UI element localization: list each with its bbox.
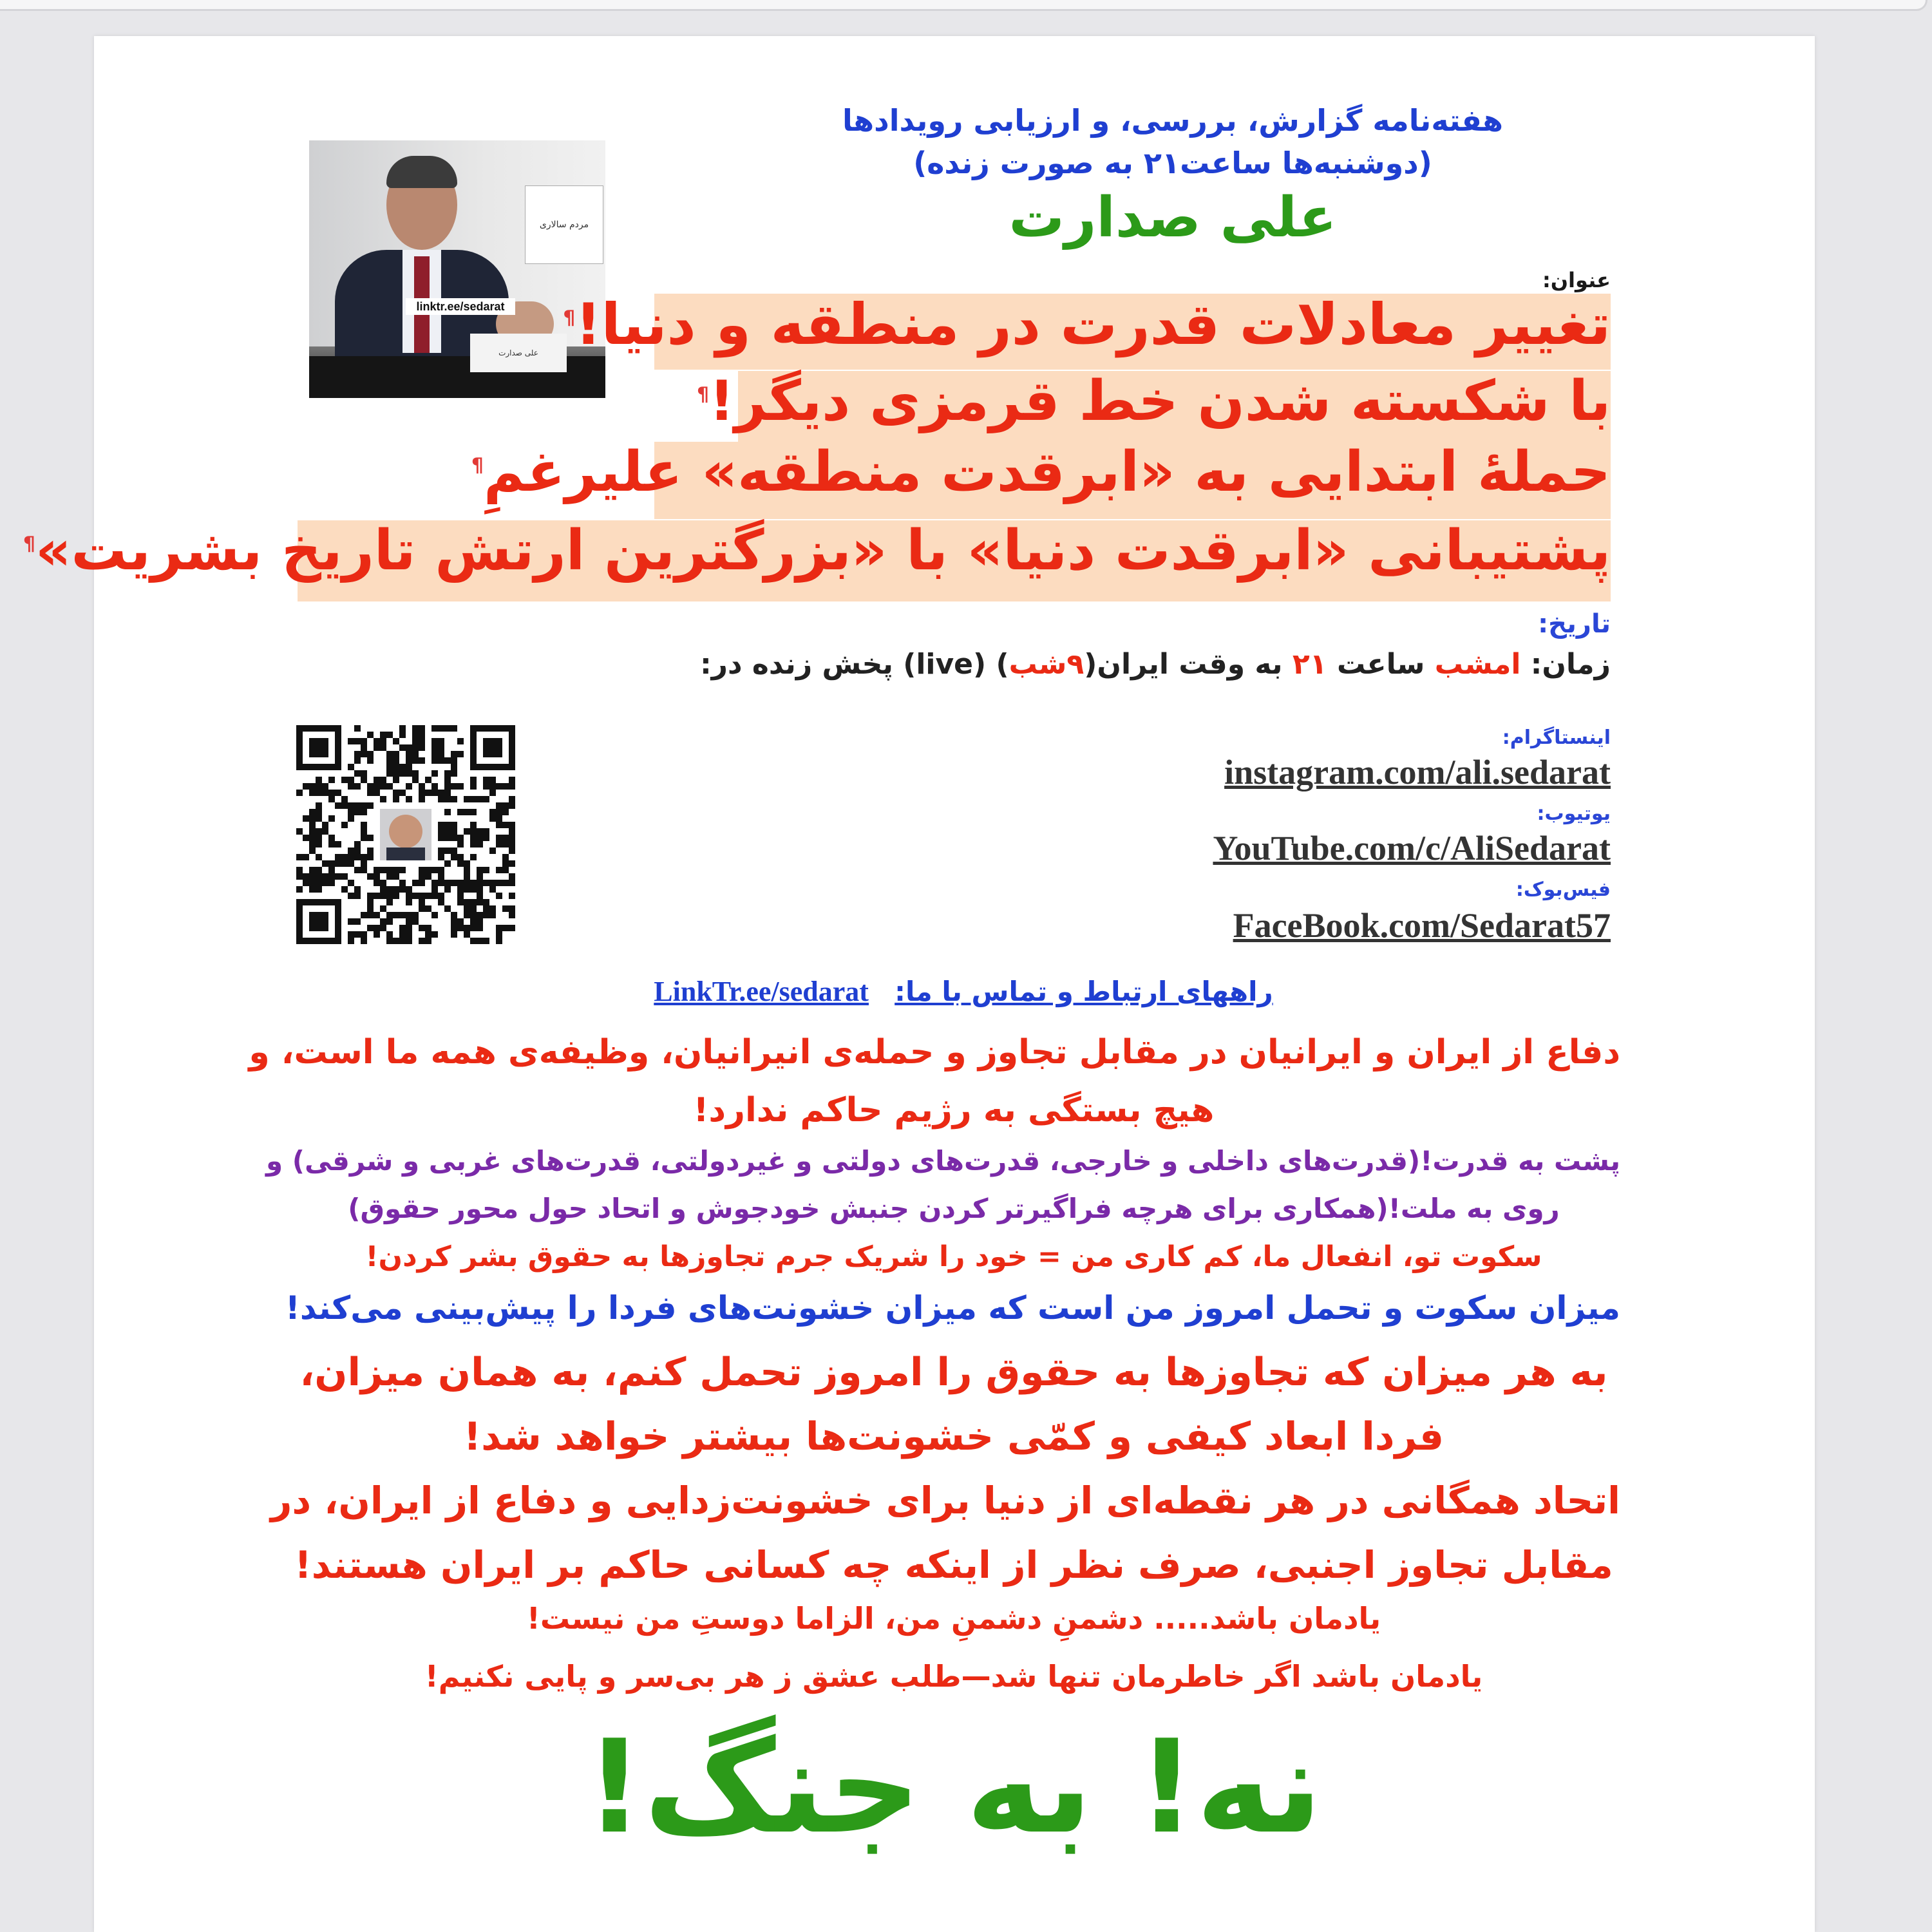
paragraph-defense-line-2: هیچ بستگی به رژیم حاکم ندارد! (693, 1091, 1215, 1130)
paragraph-silence: سکوت تو، انفعال ما، کم کاری من = خود را شریک جرم تجاوزها به حقوق بشر کردن! (365, 1240, 1542, 1273)
title-line-4: پشتیبانی «ابرقدت دنیا» با «بزرگترین ارتش تاریخ بشریت»¶ (298, 520, 1611, 601)
linktree-link[interactable]: LinkTr.ee/sedarat (654, 976, 869, 1007)
qr-code[interactable] (296, 725, 515, 944)
live-text: ) (live) پخش زنده در: (700, 648, 1009, 681)
header-line-2: (دوشنبه‌ها ساعت۲۱ به صورت زنده) (913, 146, 1432, 180)
paragraph-measure-line-1: به هر میزان که تجاوزها به حقوق را امروز تحمل کنم، به همان میزان، (299, 1350, 1608, 1395)
title-line-3: حملهٔ ابتدایی به «ابرقدت منطقه» علیرغمِ¶ (654, 442, 1611, 519)
paragraph-love: یادمان باشد اگر خاطرمان تنها شد—طلب عشق ز هر بی‌سر و پایی نکنیم! (424, 1659, 1483, 1694)
header-line-1: هفته‌نامه گزارش، بررسی، و ارزیابی رویدادها (842, 103, 1503, 138)
facebook-label: فیس‌بوک: (1515, 878, 1611, 901)
paragraph-power-line-2: روی به ملت!(همکاری برای هرچه فراگیرتر کردن جنبش خودجوش و اتحاد حول محور حقوق) (348, 1193, 1560, 1224)
hour-word: ساعت (1336, 648, 1425, 681)
date-label: تاریخ: (1538, 609, 1611, 639)
instagram-link[interactable]: instagram.com/ali.sedarat (1224, 753, 1611, 791)
photo-link-text: linktr.ee/sedarat (406, 298, 515, 315)
instagram-label: اینستاگرام: (1502, 726, 1611, 749)
qr-code-graphic (296, 725, 515, 944)
hour-number: ۲۱ (1292, 648, 1327, 681)
paragraph-power-line-1: پشت به قدرت!(قدرت‌های داخلی و خارجی، قدرت‌های دولتی و غیردولتی، قدرت‌های غربی و شرقی) و (266, 1145, 1620, 1177)
youtube-link[interactable]: YouTube.com/c/AliSedarat (1213, 829, 1611, 867)
contact-label: راههای ارتباط و تماس با ما: (895, 976, 1273, 1007)
title-line-2: با شکسته شدن خط قرمزی دیگر!¶ (738, 371, 1611, 442)
paragraph-tolerance: میزان سکوت و تحمل امروز من است که میزان خشونت‌های فردا را پیش‌بینی می‌کند! (285, 1289, 1620, 1327)
browser-top-bar (0, 0, 1927, 11)
paragraph-measure-line-2: فردا ابعاد کیفی و کمّی خشونت‌ها بیشتر خواهد شد! (463, 1414, 1444, 1459)
photo-sign-text: علی صدارت (470, 334, 567, 372)
time-line (674, 648, 1611, 681)
iran-time-text: به وقت ایران( (1084, 648, 1283, 681)
paragraph-enemy: یادمان باشد..... دشمنِ دشمنِ من، الزاما دوستِ من نیست! (526, 1601, 1381, 1636)
paragraph-defense-line-1: دفاع از ایران و ایرانیان در مقابل تجاوز و حمله‌ی انیرانیان، وظیفه‌ی همه ما است، و (249, 1033, 1620, 1072)
tonight-text: امشب (1434, 648, 1521, 681)
author-photo (309, 140, 605, 398)
slogan-no-war: نه! به جنگ! (585, 1712, 1323, 1862)
document-page (23, 36, 1815, 1932)
nine-pm-text: ۹شب (1009, 648, 1084, 681)
facebook-link[interactable]: FaceBook.com/Sedarat57 (1233, 906, 1611, 945)
paragraph-unity-line-2: مقابل تجاوز اجنبی، صرف نظر از اینکه چه کسانی حاکم بر ایران هستند! (294, 1543, 1613, 1587)
paragraph-unity-line-1: اتحاد همگانی در هر نقطه‌ای از دنیا برای خشونت‌زدایی و دفاع از ایران، در (270, 1479, 1620, 1522)
time-label: زمان: (1530, 648, 1611, 681)
photo-card-text: مردم سالاری (525, 185, 603, 264)
title-line-1: تغییر معادلات قدرت در منطقه و دنیا!¶ (654, 294, 1611, 370)
title-label: عنوان: (1542, 268, 1611, 292)
author-name: علی صدارت (1009, 185, 1337, 250)
youtube-label: یوتیوب: (1537, 802, 1611, 825)
contact-row (545, 975, 1382, 1020)
